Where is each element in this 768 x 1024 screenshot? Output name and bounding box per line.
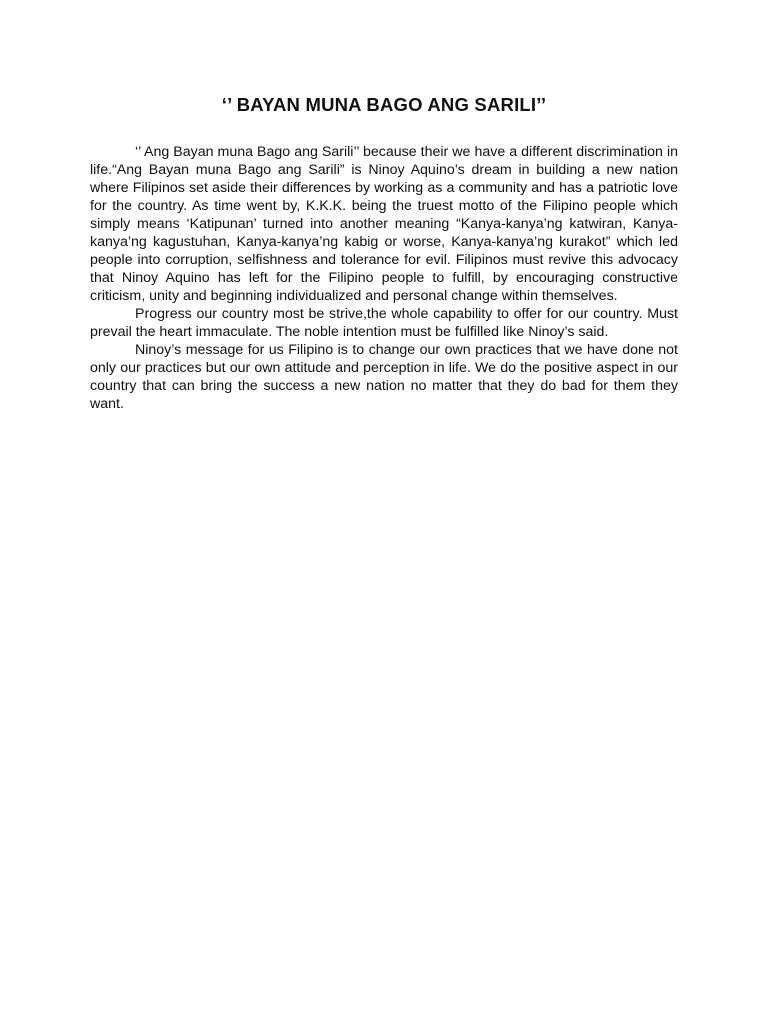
body-paragraph-3: Ninoy’s message for us Filipino is to change our own practices that we have done not only our practices but our own attitude and perception in life. We do the positive aspect in our country that can bring the success a new nation no matter that they do bad for them they want. (90, 342, 678, 412)
body-paragraph-2: Progress our country most be strive,the whole capability to offer for our country. Must prevail the heart immaculate. The noble intention must be fulfilled like Ninoy’s said. (90, 306, 678, 340)
body-paragraph-1: ‘’ Ang Bayan muna Bago ang Sarili’’ because their we have a different discrimination in life.“Ang Bayan muna Bago ang Sarili” is Ninoy Aquino’s dream in building a new nation where Filipinos set aside their differences by working as a community and has a patriotic love for the country. As time went by, K.K.K. being the truest motto of the Filipino people which simply means ‘Katipunan’ turned into another meaning “Kanya-kanya’ng katwiran, Kanya-kanya’ng kagustuhan, Kanya-kanya’ng kabig or worse, Kanya-kanya’ng kurakot” which led people into corruption, selfishness and tolerance for evil. Filipinos must revive this advocacy that Ninoy Aquino has left for the Filipino people to fulfill, by encouraging constructive criticism, unity and beginning individualized and personal change within themselves. (90, 144, 678, 304)
document-title: ‘’ BAYAN MUNA BAGO ANG SARILI’’ (221, 94, 547, 115)
document-body (90, 143, 678, 413)
